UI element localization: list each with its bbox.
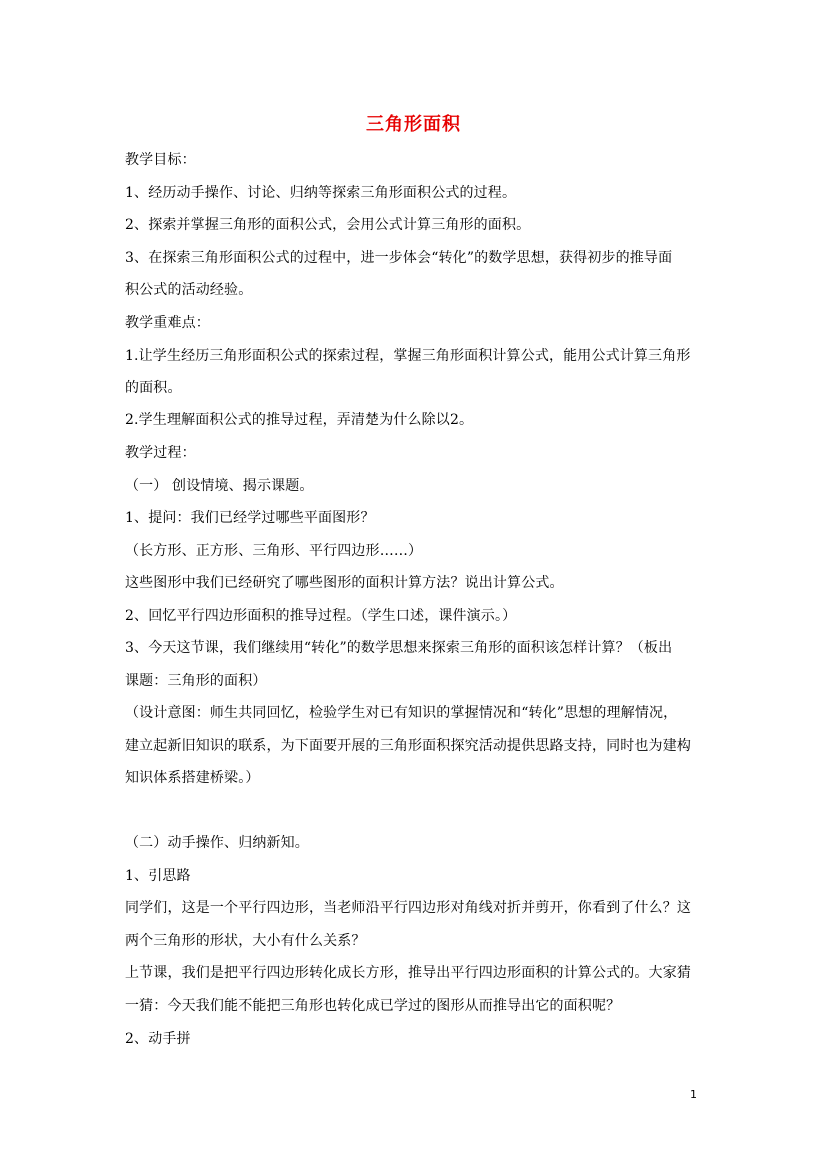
text-line: 2、探索并掌握三角形的面积公式，会用公式计算三角形的面积。 [125,217,531,233]
text-line: （长方形、正方形、三角形、平行四边形……） [125,543,423,559]
text-line: 1、提问：我们已经学过哪些平面图形？ [125,510,375,526]
text-line: 这些图形中我们已经研究了哪些图形的面积计算方法？说出计算公式。 [125,575,564,591]
text-line: 教学重难点： [125,315,210,331]
text-line: 教学过程： [125,445,196,461]
text-line: 的面积。 [125,380,182,396]
text-line: 课题：三角形的面积） [125,673,267,689]
text-line: 3、在探索三角形面积公式的过程中，进一步体会“转化”的数学思想，获得初步的推导面 [125,250,673,266]
text-line: 2.学生理解面积公式的推导过程，弄清楚为什么除以2。 [125,412,474,428]
text-line: 1、经历动手操作、讨论、归纳等探索三角形面积公式的过程。 [125,185,517,201]
text-line: 知识体系搭建桥梁。） [125,770,260,786]
text-line: 2、动手拼 [125,1031,191,1047]
text-line: 1.让学生经历三角形面积公式的探索过程，掌握三角形面积计算公式，能用公式计算三角形 [125,348,691,364]
text-line: （设计意图：师生共同回忆，检验学生对已有知识的掌握情况和“转化”思想的理解情况， [125,705,678,721]
page-number: 1 [690,1088,697,1101]
text-line: 建立起新旧知识的联系，为下面要开展的三角形面积探究活动提供思路支持，同时也为建构 [125,738,691,754]
text-line: 同学们，这是一个平行四边形，当老师沿平行四边形对角线对折并剪开，你看到了什么？这 [125,900,691,916]
text-line: 1、引思路 [125,868,191,884]
text-line: 两个三角形的形状，大小有什么关系？ [125,933,366,949]
text-line: （二）动手操作、归纳新知。 [125,835,309,851]
text-line: 上节课，我们是把平行四边形转化成长方形，推导出平行四边形面积的计算公式的。大家猜 [125,965,691,981]
text-line: 积公式的活动经验。 [125,282,253,298]
text-line: 2、回忆平行四边形面积的推导过程。（学生口述，课件演示。） [125,608,517,624]
text-line: 3、今天这节课，我们继续用“转化”的数学思想来探索三角形的面积该怎样计算？（板出 [125,640,673,656]
document-title: 三角形面积 [366,114,461,135]
text-line: 一猜：今天我们能不能把三角形也转化成已学过的图形从而推导出它的面积呢？ [125,998,621,1014]
text-line: （一） 创设情境、揭示课题。 [125,478,314,494]
text-line: 教学目标： [125,152,196,168]
